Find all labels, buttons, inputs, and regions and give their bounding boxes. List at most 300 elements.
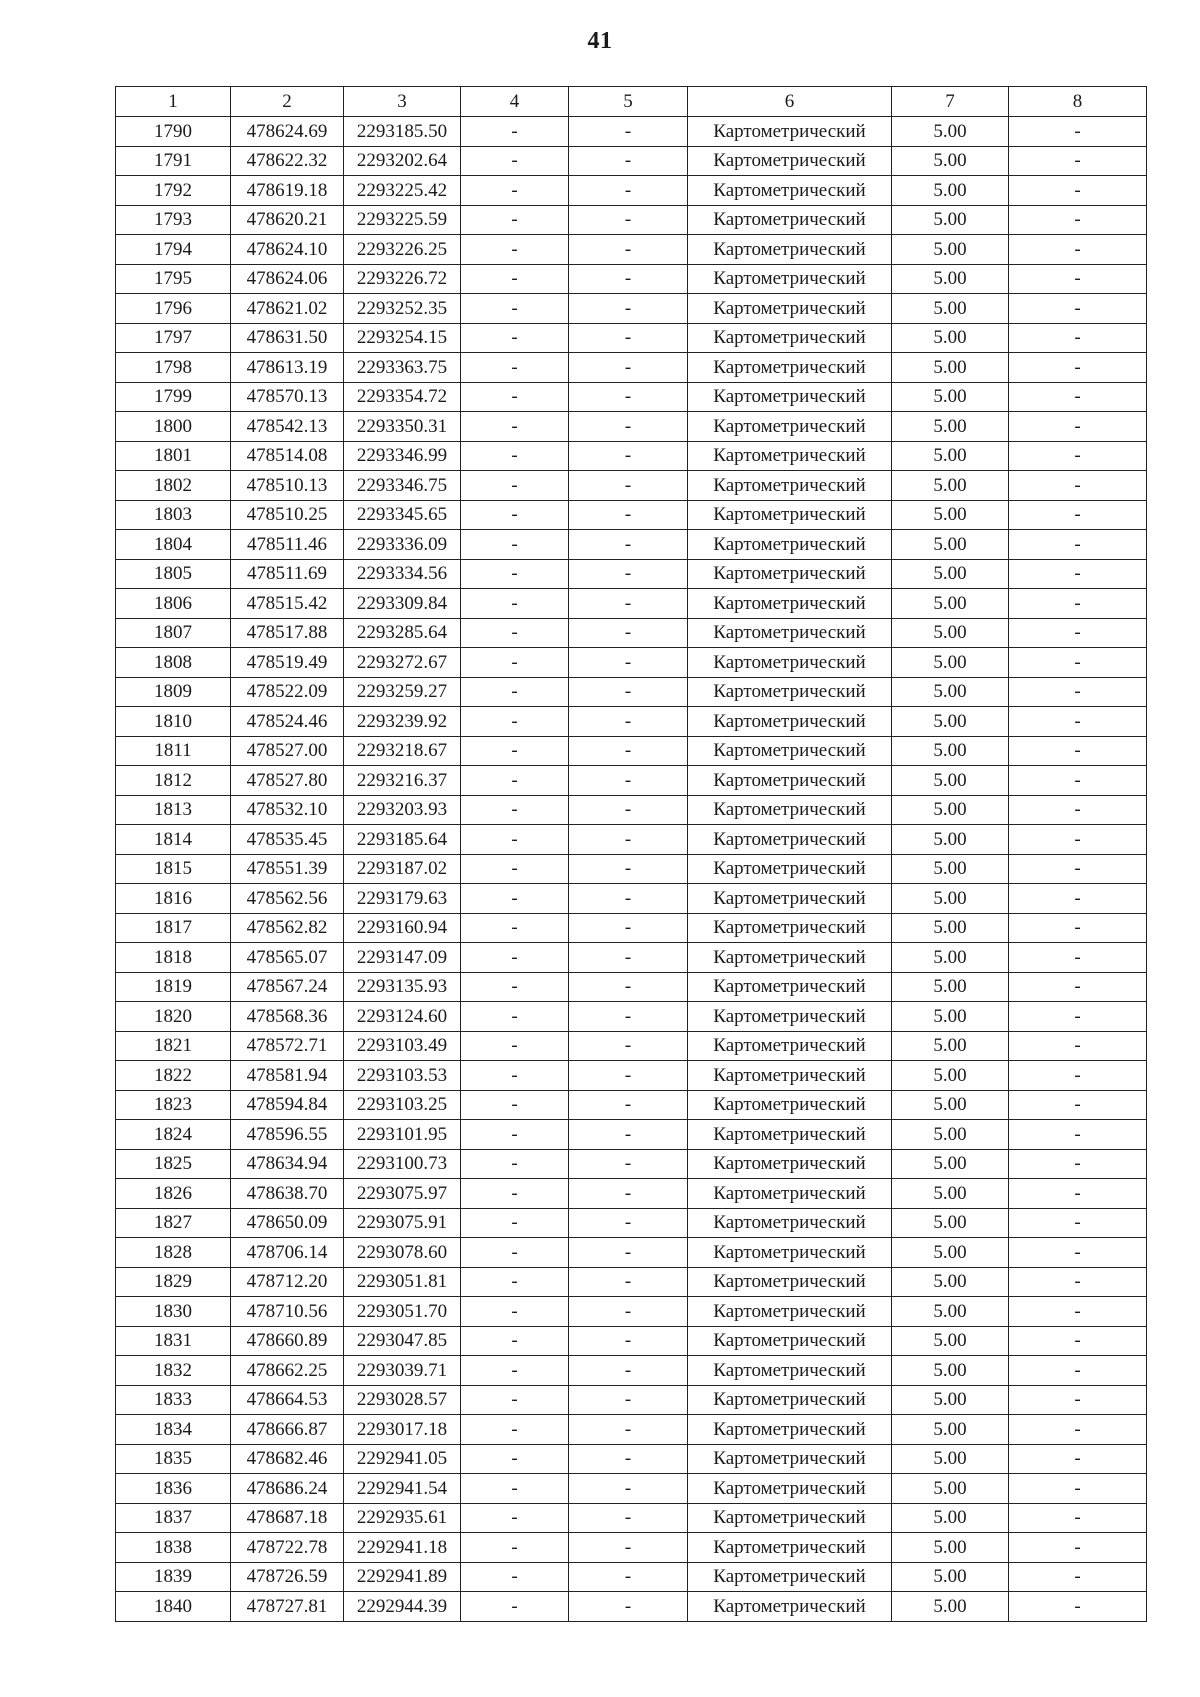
col8-cell: -	[1009, 1002, 1147, 1032]
x-coordinate-cell: 478551.39	[231, 854, 344, 884]
x-coordinate-cell: 478664.53	[231, 1385, 344, 1415]
col5-cell: -	[569, 1326, 688, 1356]
y-coordinate-cell: 2293350.31	[344, 412, 461, 442]
y-coordinate-cell: 2293051.70	[344, 1297, 461, 1327]
col4-cell: -	[461, 1326, 569, 1356]
col8-cell: -	[1009, 1444, 1147, 1474]
point-number-cell: 1826	[116, 1179, 231, 1209]
col5-cell: -	[569, 1592, 688, 1622]
col4-cell: -	[461, 323, 569, 353]
point-number-cell: 1812	[116, 766, 231, 796]
point-number-cell: 1797	[116, 323, 231, 353]
method-cell: Картометрический	[688, 972, 892, 1002]
col8-cell: -	[1009, 559, 1147, 589]
accuracy-cell: 5.00	[892, 854, 1009, 884]
method-cell: Картометрический	[688, 1533, 892, 1563]
method-cell: Картометрический	[688, 117, 892, 147]
method-cell: Картометрический	[688, 854, 892, 884]
col4-cell: -	[461, 530, 569, 560]
y-coordinate-cell: 2293051.81	[344, 1267, 461, 1297]
point-number-cell: 1830	[116, 1297, 231, 1327]
table-row	[116, 825, 1147, 855]
y-coordinate-cell: 2293254.15	[344, 323, 461, 353]
col4-cell: -	[461, 1385, 569, 1415]
table-row	[116, 353, 1147, 383]
y-coordinate-cell: 2293103.49	[344, 1031, 461, 1061]
point-number-cell: 1822	[116, 1061, 231, 1091]
point-number-cell: 1793	[116, 205, 231, 235]
method-cell: Картометрический	[688, 618, 892, 648]
col5-cell: -	[569, 589, 688, 619]
table-row	[116, 943, 1147, 973]
table-row	[116, 117, 1147, 147]
y-coordinate-cell: 2293100.73	[344, 1149, 461, 1179]
point-number-cell: 1799	[116, 382, 231, 412]
x-coordinate-cell: 478524.46	[231, 707, 344, 737]
y-coordinate-cell: 2293075.91	[344, 1208, 461, 1238]
accuracy-cell: 5.00	[892, 471, 1009, 501]
method-cell: Картометрический	[688, 648, 892, 678]
point-number-cell: 1791	[116, 146, 231, 176]
col4-cell: -	[461, 117, 569, 147]
col5-cell: -	[569, 1090, 688, 1120]
x-coordinate-cell: 478726.59	[231, 1562, 344, 1592]
col5-cell: -	[569, 353, 688, 383]
y-coordinate-cell: 2293225.59	[344, 205, 461, 235]
y-coordinate-cell: 2293225.42	[344, 176, 461, 206]
x-coordinate-cell: 478594.84	[231, 1090, 344, 1120]
table-row	[116, 294, 1147, 324]
col5-cell: -	[569, 1503, 688, 1533]
col8-cell: -	[1009, 1474, 1147, 1504]
y-coordinate-cell: 2293216.37	[344, 766, 461, 796]
table-row	[116, 205, 1147, 235]
col4-cell: -	[461, 1444, 569, 1474]
method-cell: Картометрический	[688, 471, 892, 501]
col5-cell: -	[569, 382, 688, 412]
accuracy-cell: 5.00	[892, 677, 1009, 707]
point-number-cell: 1820	[116, 1002, 231, 1032]
col8-cell: -	[1009, 913, 1147, 943]
col4-cell: -	[461, 1061, 569, 1091]
x-coordinate-cell: 478634.94	[231, 1149, 344, 1179]
accuracy-cell: 5.00	[892, 884, 1009, 914]
accuracy-cell: 5.00	[892, 382, 1009, 412]
method-cell: Картометрический	[688, 146, 892, 176]
method-cell: Картометрический	[688, 1179, 892, 1209]
table-row	[116, 766, 1147, 796]
table-row	[116, 1562, 1147, 1592]
col5-cell: -	[569, 1238, 688, 1268]
point-number-cell: 1800	[116, 412, 231, 442]
method-cell: Картометрический	[688, 441, 892, 471]
method-cell: Картометрический	[688, 589, 892, 619]
method-cell: Картометрический	[688, 1002, 892, 1032]
method-cell: Картометрический	[688, 176, 892, 206]
accuracy-cell: 5.00	[892, 1326, 1009, 1356]
column-header: 7	[892, 87, 1009, 117]
accuracy-cell: 5.00	[892, 1267, 1009, 1297]
col5-cell: -	[569, 1179, 688, 1209]
page-number: 41	[587, 28, 613, 54]
method-cell: Картометрический	[688, 1267, 892, 1297]
y-coordinate-cell: 2293017.18	[344, 1415, 461, 1445]
col5-cell: -	[569, 264, 688, 294]
accuracy-cell: 5.00	[892, 825, 1009, 855]
table-row	[116, 677, 1147, 707]
x-coordinate-cell: 478596.55	[231, 1120, 344, 1150]
col5-cell: -	[569, 441, 688, 471]
table-row	[116, 1120, 1147, 1150]
col4-cell: -	[461, 294, 569, 324]
y-coordinate-cell: 2293203.93	[344, 795, 461, 825]
accuracy-cell: 5.00	[892, 559, 1009, 589]
table-row	[116, 382, 1147, 412]
col4-cell: -	[461, 1592, 569, 1622]
x-coordinate-cell: 478532.10	[231, 795, 344, 825]
point-number-cell: 1813	[116, 795, 231, 825]
col8-cell: -	[1009, 795, 1147, 825]
method-cell: Картометрический	[688, 1149, 892, 1179]
table-row	[116, 1061, 1147, 1091]
col8-cell: -	[1009, 1090, 1147, 1120]
accuracy-cell: 5.00	[892, 530, 1009, 560]
point-number-cell: 1814	[116, 825, 231, 855]
table-row	[116, 1326, 1147, 1356]
y-coordinate-cell: 2293239.92	[344, 707, 461, 737]
y-coordinate-cell: 2293259.27	[344, 677, 461, 707]
point-number-cell: 1816	[116, 884, 231, 914]
col4-cell: -	[461, 1120, 569, 1150]
y-coordinate-cell: 2293252.35	[344, 294, 461, 324]
x-coordinate-cell: 478519.49	[231, 648, 344, 678]
col5-cell: -	[569, 1002, 688, 1032]
col5-cell: -	[569, 707, 688, 737]
method-cell: Картометрический	[688, 1562, 892, 1592]
x-coordinate-cell: 478722.78	[231, 1533, 344, 1563]
table-row	[116, 1267, 1147, 1297]
method-cell: Картометрический	[688, 1120, 892, 1150]
col8-cell: -	[1009, 530, 1147, 560]
column-header: 2	[231, 87, 344, 117]
table-row	[116, 1592, 1147, 1622]
accuracy-cell: 5.00	[892, 707, 1009, 737]
col8-cell: -	[1009, 736, 1147, 766]
method-cell: Картометрический	[688, 1326, 892, 1356]
x-coordinate-cell: 478562.56	[231, 884, 344, 914]
col8-cell: -	[1009, 146, 1147, 176]
method-cell: Картометрический	[688, 500, 892, 530]
col8-cell: -	[1009, 1297, 1147, 1327]
col8-cell: -	[1009, 972, 1147, 1002]
y-coordinate-cell: 2292941.18	[344, 1533, 461, 1563]
table-row	[116, 1444, 1147, 1474]
col5-cell: -	[569, 618, 688, 648]
point-number-cell: 1829	[116, 1267, 231, 1297]
y-coordinate-cell: 2293185.50	[344, 117, 461, 147]
table-row	[116, 412, 1147, 442]
point-number-cell: 1817	[116, 913, 231, 943]
method-cell: Картометрический	[688, 205, 892, 235]
col5-cell: -	[569, 648, 688, 678]
method-cell: Картометрический	[688, 1592, 892, 1622]
method-cell: Картометрический	[688, 707, 892, 737]
col5-cell: -	[569, 1267, 688, 1297]
point-number-cell: 1806	[116, 589, 231, 619]
col4-cell: -	[461, 1474, 569, 1504]
method-cell: Картометрический	[688, 559, 892, 589]
table-row	[116, 1208, 1147, 1238]
point-number-cell: 1839	[116, 1562, 231, 1592]
x-coordinate-cell: 478515.42	[231, 589, 344, 619]
table-row	[116, 235, 1147, 265]
col8-cell: -	[1009, 1562, 1147, 1592]
col8-cell: -	[1009, 264, 1147, 294]
x-coordinate-cell: 478682.46	[231, 1444, 344, 1474]
method-cell: Картометрический	[688, 1297, 892, 1327]
col5-cell: -	[569, 1444, 688, 1474]
col4-cell: -	[461, 795, 569, 825]
y-coordinate-cell: 2293103.25	[344, 1090, 461, 1120]
accuracy-cell: 5.00	[892, 1592, 1009, 1622]
table-row	[116, 854, 1147, 884]
col5-cell: -	[569, 766, 688, 796]
accuracy-cell: 5.00	[892, 943, 1009, 973]
col5-cell: -	[569, 323, 688, 353]
point-number-cell: 1834	[116, 1415, 231, 1445]
col5-cell: -	[569, 1149, 688, 1179]
col4-cell: -	[461, 913, 569, 943]
accuracy-cell: 5.00	[892, 205, 1009, 235]
y-coordinate-cell: 2292941.05	[344, 1444, 461, 1474]
point-number-cell: 1809	[116, 677, 231, 707]
col8-cell: -	[1009, 618, 1147, 648]
col5-cell: -	[569, 795, 688, 825]
col5-cell: -	[569, 1562, 688, 1592]
col8-cell: -	[1009, 1503, 1147, 1533]
accuracy-cell: 5.00	[892, 323, 1009, 353]
point-number-cell: 1819	[116, 972, 231, 1002]
col8-cell: -	[1009, 943, 1147, 973]
method-cell: Картометрический	[688, 943, 892, 973]
col8-cell: -	[1009, 677, 1147, 707]
table-row	[116, 736, 1147, 766]
x-coordinate-cell: 478687.18	[231, 1503, 344, 1533]
accuracy-cell: 5.00	[892, 766, 1009, 796]
col8-cell: -	[1009, 1385, 1147, 1415]
accuracy-cell: 5.00	[892, 1120, 1009, 1150]
x-coordinate-cell: 478517.88	[231, 618, 344, 648]
y-coordinate-cell: 2292941.54	[344, 1474, 461, 1504]
y-coordinate-cell: 2293272.67	[344, 648, 461, 678]
x-coordinate-cell: 478581.94	[231, 1061, 344, 1091]
x-coordinate-cell: 478686.24	[231, 1474, 344, 1504]
col5-cell: -	[569, 1208, 688, 1238]
col5-cell: -	[569, 1297, 688, 1327]
col8-cell: -	[1009, 500, 1147, 530]
method-cell: Картометрический	[688, 1061, 892, 1091]
y-coordinate-cell: 2293028.57	[344, 1385, 461, 1415]
x-coordinate-cell: 478621.02	[231, 294, 344, 324]
y-coordinate-cell: 2292941.89	[344, 1562, 461, 1592]
col4-cell: -	[461, 618, 569, 648]
accuracy-cell: 5.00	[892, 618, 1009, 648]
accuracy-cell: 5.00	[892, 1002, 1009, 1032]
col4-cell: -	[461, 1179, 569, 1209]
accuracy-cell: 5.00	[892, 176, 1009, 206]
accuracy-cell: 5.00	[892, 1503, 1009, 1533]
table-row	[116, 1503, 1147, 1533]
method-cell: Картометрический	[688, 825, 892, 855]
column-header: 1	[116, 87, 231, 117]
col5-cell: -	[569, 1415, 688, 1445]
col5-cell: -	[569, 1474, 688, 1504]
col4-cell: -	[461, 382, 569, 412]
col4-cell: -	[461, 943, 569, 973]
col5-cell: -	[569, 1533, 688, 1563]
table-row	[116, 795, 1147, 825]
accuracy-cell: 5.00	[892, 1533, 1009, 1563]
col4-cell: -	[461, 146, 569, 176]
y-coordinate-cell: 2293334.56	[344, 559, 461, 589]
col8-cell: -	[1009, 1061, 1147, 1091]
table-row	[116, 176, 1147, 206]
y-coordinate-cell: 2292944.39	[344, 1592, 461, 1622]
y-coordinate-cell: 2292935.61	[344, 1503, 461, 1533]
accuracy-cell: 5.00	[892, 1385, 1009, 1415]
x-coordinate-cell: 478666.87	[231, 1415, 344, 1445]
col4-cell: -	[461, 1415, 569, 1445]
col5-cell: -	[569, 235, 688, 265]
table-row	[116, 1179, 1147, 1209]
y-coordinate-cell: 2293345.65	[344, 500, 461, 530]
table-row	[116, 618, 1147, 648]
col8-cell: -	[1009, 323, 1147, 353]
x-coordinate-cell: 478660.89	[231, 1326, 344, 1356]
col4-cell: -	[461, 677, 569, 707]
col8-cell: -	[1009, 1415, 1147, 1445]
col5-cell: -	[569, 825, 688, 855]
point-number-cell: 1824	[116, 1120, 231, 1150]
col8-cell: -	[1009, 1592, 1147, 1622]
col5-cell: -	[569, 530, 688, 560]
method-cell: Картометрический	[688, 235, 892, 265]
col5-cell: -	[569, 471, 688, 501]
col5-cell: -	[569, 1031, 688, 1061]
table-row	[116, 972, 1147, 1002]
col8-cell: -	[1009, 1238, 1147, 1268]
col5-cell: -	[569, 972, 688, 1002]
col8-cell: -	[1009, 235, 1147, 265]
col4-cell: -	[461, 1149, 569, 1179]
col5-cell: -	[569, 736, 688, 766]
col8-cell: -	[1009, 1149, 1147, 1179]
accuracy-cell: 5.00	[892, 441, 1009, 471]
y-coordinate-cell: 2293179.63	[344, 884, 461, 914]
col5-cell: -	[569, 117, 688, 147]
col5-cell: -	[569, 884, 688, 914]
col8-cell: -	[1009, 205, 1147, 235]
method-cell: Картометрический	[688, 1415, 892, 1445]
x-coordinate-cell: 478565.07	[231, 943, 344, 973]
y-coordinate-cell: 2293336.09	[344, 530, 461, 560]
table-row	[116, 1090, 1147, 1120]
col8-cell: -	[1009, 1326, 1147, 1356]
x-coordinate-cell: 478619.18	[231, 176, 344, 206]
col4-cell: -	[461, 500, 569, 530]
accuracy-cell: 5.00	[892, 795, 1009, 825]
y-coordinate-cell: 2293075.97	[344, 1179, 461, 1209]
col4-cell: -	[461, 854, 569, 884]
col4-cell: -	[461, 1533, 569, 1563]
col4-cell: -	[461, 1297, 569, 1327]
method-cell: Картометрический	[688, 677, 892, 707]
method-cell: Картометрический	[688, 1090, 892, 1120]
point-number-cell: 1801	[116, 441, 231, 471]
point-number-cell: 1836	[116, 1474, 231, 1504]
x-coordinate-cell: 478510.25	[231, 500, 344, 530]
method-cell: Картометрический	[688, 264, 892, 294]
table-row	[116, 648, 1147, 678]
col5-cell: -	[569, 1356, 688, 1386]
x-coordinate-cell: 478522.09	[231, 677, 344, 707]
x-coordinate-cell: 478712.20	[231, 1267, 344, 1297]
table-header-row	[116, 87, 1147, 117]
y-coordinate-cell: 2293202.64	[344, 146, 461, 176]
x-coordinate-cell: 478527.00	[231, 736, 344, 766]
y-coordinate-cell: 2293346.99	[344, 441, 461, 471]
x-coordinate-cell: 478514.08	[231, 441, 344, 471]
col5-cell: -	[569, 500, 688, 530]
column-header: 6	[688, 87, 892, 117]
method-cell: Картометрический	[688, 294, 892, 324]
method-cell: Картометрический	[688, 323, 892, 353]
y-coordinate-cell: 2293218.67	[344, 736, 461, 766]
col5-cell: -	[569, 294, 688, 324]
accuracy-cell: 5.00	[892, 412, 1009, 442]
table-body	[116, 117, 1147, 1622]
col4-cell: -	[461, 884, 569, 914]
col4-cell: -	[461, 736, 569, 766]
accuracy-cell: 5.00	[892, 294, 1009, 324]
col4-cell: -	[461, 766, 569, 796]
table-row	[116, 1149, 1147, 1179]
accuracy-cell: 5.00	[892, 913, 1009, 943]
point-number-cell: 1821	[116, 1031, 231, 1061]
accuracy-cell: 5.00	[892, 264, 1009, 294]
point-number-cell: 1818	[116, 943, 231, 973]
x-coordinate-cell: 478511.69	[231, 559, 344, 589]
method-cell: Картометрический	[688, 1238, 892, 1268]
y-coordinate-cell: 2293363.75	[344, 353, 461, 383]
accuracy-cell: 5.00	[892, 117, 1009, 147]
x-coordinate-cell: 478710.56	[231, 1297, 344, 1327]
table-row	[116, 1415, 1147, 1445]
col8-cell: -	[1009, 471, 1147, 501]
x-coordinate-cell: 478727.81	[231, 1592, 344, 1622]
y-coordinate-cell: 2293047.85	[344, 1326, 461, 1356]
method-cell: Картометрический	[688, 1031, 892, 1061]
y-coordinate-cell: 2293103.53	[344, 1061, 461, 1091]
point-number-cell: 1838	[116, 1533, 231, 1563]
col8-cell: -	[1009, 353, 1147, 383]
x-coordinate-cell: 478638.70	[231, 1179, 344, 1209]
col8-cell: -	[1009, 294, 1147, 324]
point-number-cell: 1803	[116, 500, 231, 530]
point-number-cell: 1792	[116, 176, 231, 206]
col8-cell: -	[1009, 825, 1147, 855]
col5-cell: -	[569, 559, 688, 589]
